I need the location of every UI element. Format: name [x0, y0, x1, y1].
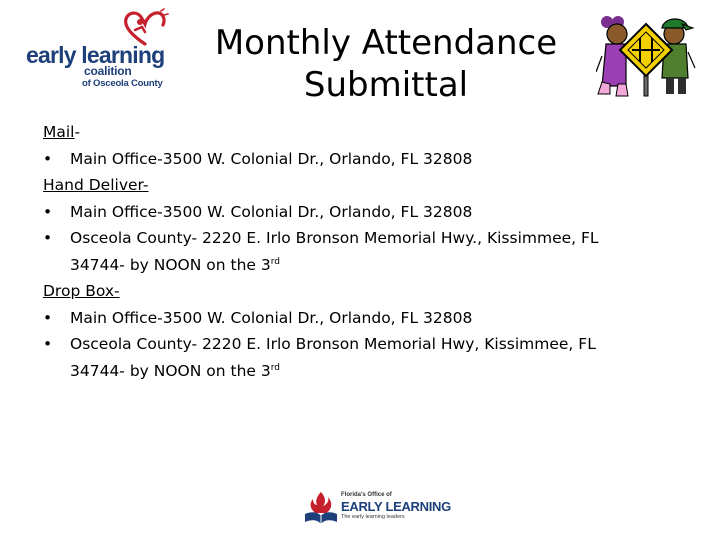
hand-deliver-main-office-address: Main Office-3500 W. Colonial Dr., Orlando, FL 32808 — [70, 202, 473, 221]
title-line-1: Monthly Attendance — [214, 23, 558, 63]
page-title — [200, 22, 572, 106]
drop-box-osceola-address — [70, 331, 703, 384]
book-flame-icon — [302, 490, 340, 526]
section-mail-heading — [43, 119, 703, 146]
title-line-2: Submittal — [303, 65, 469, 105]
hand-deliver-osceola-line2: 34744- by NOON on the 3 — [70, 255, 271, 274]
bullet-icon: • — [43, 202, 53, 221]
section-hand-deliver-heading — [43, 172, 703, 199]
drop-box-heading: Drop Box- — [43, 282, 120, 300]
bullet-icon: • — [43, 229, 53, 247]
kids-with-sign-clipart — [596, 8, 696, 100]
mail-heading: Mail — [43, 123, 75, 141]
bullet-icon: • — [43, 308, 53, 327]
logo-subtitle-county: of Osceola County — [82, 78, 163, 89]
list-item — [43, 305, 703, 332]
kids-clipart-icon — [596, 8, 696, 100]
list-item — [43, 199, 703, 226]
bullet-icon: • — [43, 335, 53, 353]
section-drop-box-heading — [43, 278, 703, 305]
hand-deliver-heading: Hand Deliver- — [43, 176, 149, 194]
early-learning-coalition-logo — [22, 8, 182, 96]
submittal-instructions — [43, 119, 703, 384]
drop-box-main-office-address: Main Office-3500 W. Colonial Dr., Orlando, FL 32808 — [70, 308, 473, 327]
mail-heading-suffix: - — [74, 123, 81, 141]
logo-subtitle-coalition: coalition — [84, 64, 132, 78]
bullet-icon: • — [43, 149, 53, 168]
hand-deliver-osceola-address — [70, 225, 703, 278]
drop-box-osceola-line2: 34744- by NOON on the 3 — [70, 361, 271, 380]
logo-wordmark: early learning — [26, 42, 165, 68]
list-item — [43, 146, 703, 173]
list-item — [43, 331, 703, 384]
footer-logo-tagline: The early learning leaders — [341, 514, 405, 520]
ordinal-suffix: rd — [270, 256, 281, 267]
hand-deliver-osceola-line1: Osceola County- 2220 E. Irlo Bronson Memorial Hwy., Kissimmee, FL — [70, 229, 599, 247]
list-item — [43, 225, 703, 278]
footer-logo-line1: Florida's Office of — [341, 492, 392, 498]
drop-box-osceola-line1: Osceola County- 2220 E. Irlo Bronson Memorial Hwy, Kissimmee, FL — [70, 335, 596, 353]
mail-main-office-address: Main Office-3500 W. Colonial Dr., Orlando, FL 32808 — [70, 149, 473, 168]
office-of-early-learning-logo — [298, 490, 451, 526]
footer-logo-line2: EARLY LEARNING — [341, 499, 451, 514]
ordinal-suffix: rd — [270, 362, 281, 373]
